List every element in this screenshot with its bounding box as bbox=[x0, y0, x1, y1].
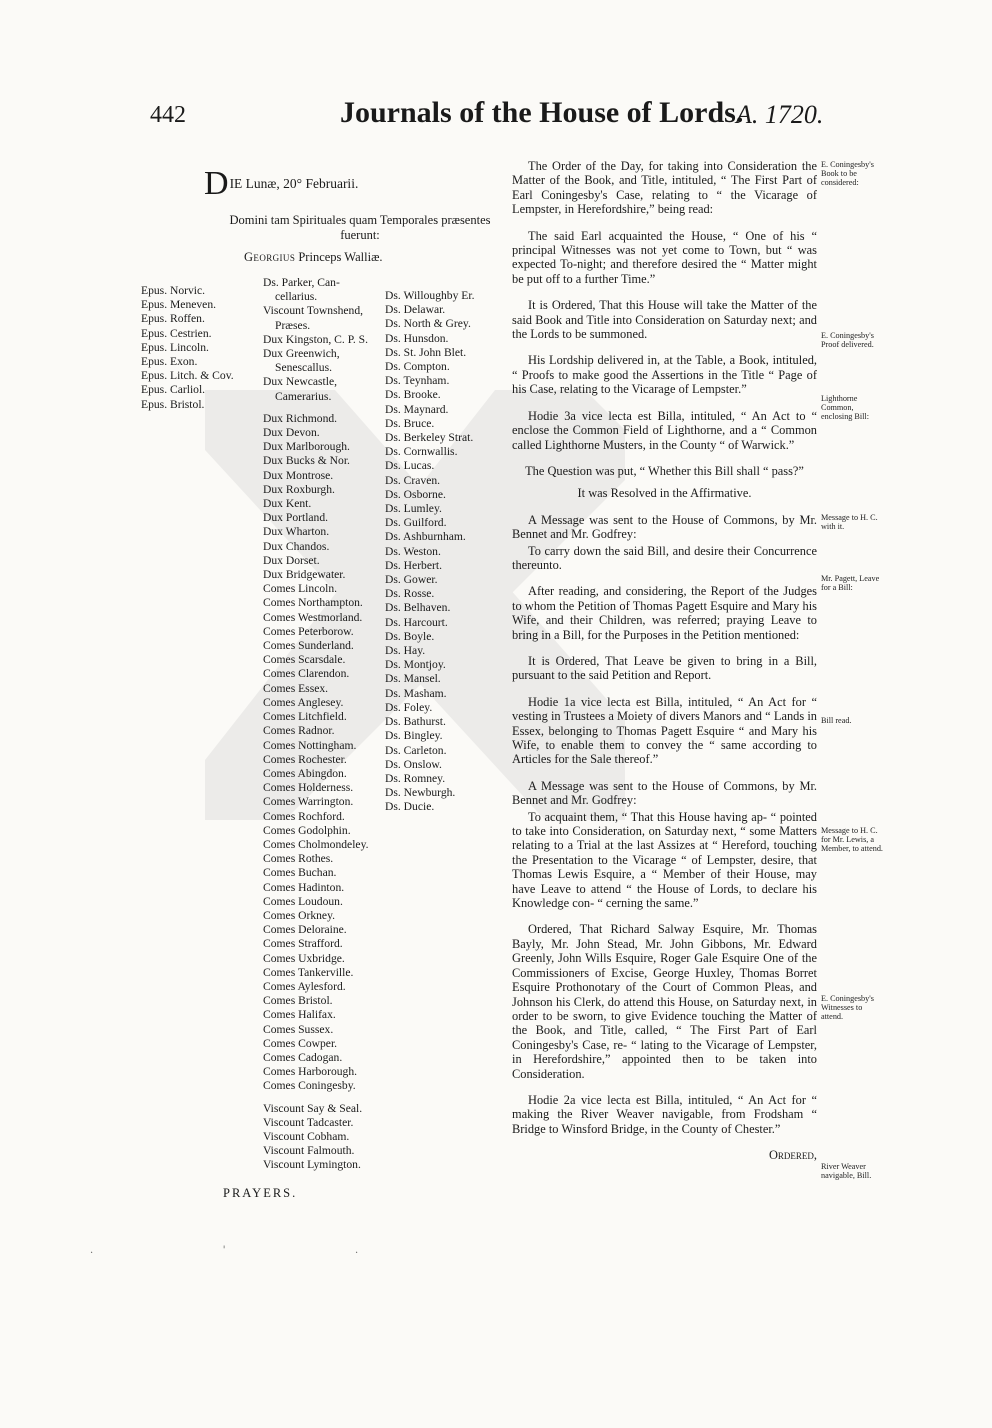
attendee-name: Comes Radnor. bbox=[263, 724, 335, 738]
attendee-name: Ds. Lumley. bbox=[385, 502, 442, 516]
temporal-lords-column bbox=[263, 276, 369, 1173]
attendee-name: Ds. Rosse. bbox=[385, 587, 435, 601]
attendee-office: Camerarius. bbox=[275, 389, 332, 403]
attendee-name: Dux Chandos. bbox=[263, 539, 330, 553]
attendee-name: Ds. Mansel. bbox=[385, 672, 441, 686]
attendee-name: Ds. Brooke. bbox=[385, 388, 441, 402]
margin-note: E. Coningesby's Witnesses to attend. bbox=[821, 994, 874, 1021]
attendee-name: Comes Deloraine. bbox=[263, 923, 347, 937]
attendee-name: Comes Rothes. bbox=[263, 852, 334, 866]
attendee-name: Epus. Cestrien. bbox=[141, 326, 212, 340]
attendee-name: Ds. Ducie. bbox=[385, 800, 435, 814]
attendee-name: Epus. Carliol. bbox=[141, 383, 206, 397]
year-label: A. 1720. bbox=[736, 100, 824, 129]
attendee-name: Comes Loudoun. bbox=[263, 894, 343, 908]
attendee-name: Comes Peterborow. bbox=[263, 624, 354, 638]
attendee-name: Comes Lincoln. bbox=[263, 582, 338, 596]
attendee-name: Ds. Onslow. bbox=[385, 757, 442, 771]
attendee-name: Comes Litchfield. bbox=[263, 710, 347, 724]
attendee-name: Comes Godolphin. bbox=[263, 823, 351, 837]
attendee-name: Comes Cholmondeley. bbox=[263, 837, 369, 851]
attendee-name: Comes Halifax. bbox=[263, 1008, 336, 1022]
attendee-name: Ds. Willoughby Er. bbox=[385, 289, 475, 302]
attendee-name: Comes Anglesey. bbox=[263, 695, 344, 709]
prince-of-wales-line bbox=[244, 250, 383, 265]
attendee-name: Epus. Exon. bbox=[141, 355, 198, 369]
attendee-name: Epus. Meneven. bbox=[141, 298, 217, 312]
attendee-name: Ds. Montjoy. bbox=[385, 658, 446, 672]
journal-title: Journals of the House of Lords. bbox=[340, 96, 744, 129]
margin-note: Message to H. C. for Mr. Lewis, a Member, to attend. bbox=[821, 826, 883, 853]
attendee-name: Epus. Litch. & Cov. bbox=[141, 369, 234, 383]
attendee-name: Comes Aylesford. bbox=[263, 979, 346, 993]
attendee-name: Ds. Hay. bbox=[385, 644, 426, 658]
attendee-name: Ds. Harcourt. bbox=[385, 615, 448, 629]
attendee-name: Epus. Bristol. bbox=[141, 397, 205, 411]
attendee-name: Ds. Cornwallis. bbox=[385, 445, 458, 459]
attendee-name: Ds. Maynard. bbox=[385, 402, 449, 416]
attendee-name: Dux Kent. bbox=[263, 497, 312, 511]
attendee-name: Comes Northampton. bbox=[263, 596, 363, 610]
attendee-name: Comes Essex. bbox=[263, 681, 329, 695]
attendee-name: Dux Devon. bbox=[263, 426, 320, 440]
attendee-name: Comes Holderness. bbox=[263, 781, 354, 795]
attendee-name: Comes Buchan. bbox=[263, 866, 337, 880]
entry-order-of-day: The Order of the Day, for taking into Consideration the Matter of the Book, and Title, intituled, “ The First Part of Earl Coningesby's Case, relating to “ the Vicarage of Lempster, in Herefordshire,” being read: bbox=[512, 159, 817, 217]
prayers-heading: PRAYERS. bbox=[223, 1186, 298, 1200]
earls-list bbox=[263, 582, 369, 1093]
attendee-name: Ds. North & Grey. bbox=[385, 317, 471, 331]
attendee-office: Senescallus. bbox=[275, 361, 332, 375]
attendee-name: Dux Kingston, C. P. S. bbox=[263, 332, 369, 346]
attendee-name: Ds. Bruce. bbox=[385, 416, 435, 430]
catchword: Ordered, bbox=[768, 1148, 817, 1163]
attendee-name: Ds. Newburgh. bbox=[385, 786, 456, 800]
viscounts-list bbox=[263, 1102, 369, 1173]
attendee-name: Comes Rochester. bbox=[263, 752, 347, 766]
attendee-name: Epus. Roffen. bbox=[141, 312, 205, 326]
attendee-name: Comes Bristol. bbox=[263, 994, 333, 1008]
attendee-name: Comes Orkney. bbox=[263, 908, 336, 922]
attendee-name: Ds. Osborne. bbox=[385, 487, 446, 501]
entry-lighthorne-bill: Hodie 3a vice lecta est Billa, intituled, “ An Act to “ enclose the Common Field of Lighthorne, and a “ Common called Lighthorne Musters, in the County “ of Warwick.” bbox=[512, 408, 817, 452]
entry-earl-acquainted: The said Earl acquainted the House, “ One of his “ principal Witnesses was not yet come to Town, but “ was expected To-night; and therefore desired the “ Matter might be put off to a further Time.” bbox=[512, 228, 817, 286]
paper-specks: . ' . bbox=[90, 1245, 389, 1256]
attendee-name: Comes Scarsdale. bbox=[263, 653, 346, 667]
attendee-name: Ds. Gower. bbox=[385, 573, 438, 587]
attendee-name: Dux Richmond. bbox=[263, 411, 338, 425]
sitting-date-text: IE Lunæ, 20° Februarii. bbox=[229, 176, 359, 191]
attendee-name: Ds. Parker, Can- bbox=[263, 276, 340, 289]
attendee-name: Ds. Herbert. bbox=[385, 558, 442, 572]
attendee-name: Viscount Cobham. bbox=[263, 1129, 350, 1143]
dukes-list bbox=[263, 412, 369, 582]
attendee-name: Viscount Falmouth. bbox=[263, 1144, 355, 1158]
attendee-name: Comes Sunderland. bbox=[263, 639, 354, 653]
attendee-name: Ds. Bathurst. bbox=[385, 715, 446, 729]
entry-message-commons-2: A Message was sent to the House of Commons, by Mr. Bennet and Mr. Godfrey: bbox=[512, 778, 817, 808]
attendee-name: Comes Cadogan. bbox=[263, 1050, 343, 1064]
entry-carry-down: To carry down the said Bill, and desire their Concurrence thereunto. bbox=[512, 543, 817, 572]
proceedings-column bbox=[512, 159, 817, 1163]
attendee-name: Comes Coningesby. bbox=[263, 1079, 356, 1093]
entry-weaver-bill: Hodie 2a vice lecta est Billa, intituled, “ An Act for “ making the River Weaver navigable, from Frodsham “ Bridge to Winsford Bridge, in the County of Chester.” bbox=[512, 1092, 817, 1136]
margin-note: E. Coningesby's Proof delivered. bbox=[821, 331, 874, 349]
attendee-name: Ds. Delawar. bbox=[385, 303, 446, 317]
attendee-office: cellarius. bbox=[275, 290, 318, 304]
attendee-name: Dux Greenwich, bbox=[263, 347, 340, 361]
barons-column bbox=[385, 289, 475, 815]
entry-leave-given: It is Ordered, That Leave be given to bring in a Bill, pursuant to the said Petition and Report. bbox=[512, 653, 817, 683]
attendee-name: Dux Newcastle, bbox=[263, 375, 338, 389]
attendee-name: Comes Westmorland. bbox=[263, 610, 363, 624]
attendee-name: Viscount Townshend, bbox=[263, 304, 364, 318]
attendee-name: Dux Bucks & Nor. bbox=[263, 454, 350, 468]
attendee-name: Comes Hadinton. bbox=[263, 880, 345, 894]
attendee-name: Comes Strafford. bbox=[263, 937, 343, 951]
attendee-name: Ds. Romney. bbox=[385, 771, 446, 785]
attendee-name: Comes Nottingham. bbox=[263, 738, 357, 752]
attendee-name: Ds. Guilford. bbox=[385, 516, 447, 530]
attendee-name: Comes Warrington. bbox=[263, 795, 354, 809]
attendee-name: Ds. Lucas. bbox=[385, 459, 435, 473]
attendee-name: Ds. Berkeley Strat. bbox=[385, 431, 474, 445]
attendee-name: Comes Sussex. bbox=[263, 1022, 334, 1036]
attendee-name: Dux Dorset. bbox=[263, 553, 320, 567]
entry-essex-bill: Hodie 1a vice lecta est Billa, intituled, “ An Act for “ vesting in Trustees a Moiety of divers Manors and “ Lands in Essex, belonging to Thomas Pagett Esquire “ and Mary his Wife, to enable them to convey the “ same according to Articles for the Sale thereof.” bbox=[512, 694, 817, 767]
prince-title: Princeps Walliæ. bbox=[295, 250, 383, 264]
attendee-name: Viscount Say & Seal. bbox=[263, 1101, 363, 1115]
entry-acquaint-them: To acquaint them, “ That this House having ap- “ pointed to take into Consideration, on Saturday next, “ some Matters relating to a Trial at the last Assizes at “ Hereford, touching the Presentation to the Vicarage “ of Lempster, desire, that Thomas Lewis Esquire, a “ Member of their House, may have Leave to attend “ the House of Lords, to declare his Knowledge con- “ cerning the same.” bbox=[512, 809, 817, 911]
attendee-name: Comes Abingdon. bbox=[263, 766, 347, 780]
attendee-name: Ds. Teynham. bbox=[385, 374, 450, 388]
margin-note: Bill read. bbox=[821, 716, 852, 725]
margin-note: River Weaver navigable, Bill. bbox=[821, 1162, 872, 1180]
attendee-name: Ds. Compton. bbox=[385, 360, 450, 374]
attendee-name: Ds. Craven. bbox=[385, 473, 441, 487]
attendee-name: Ds. Hunsdon. bbox=[385, 331, 449, 345]
attendee-name: Comes Clarendon. bbox=[263, 667, 350, 681]
attendee-name: Ds. St. John Blet. bbox=[385, 345, 467, 359]
attendee-name: Ds. Bingley. bbox=[385, 729, 443, 743]
attendee-name: Viscount Tadcaster. bbox=[263, 1115, 354, 1129]
attendee-name: Ds. Masham. bbox=[385, 686, 447, 700]
prince-name: Georgius bbox=[244, 250, 296, 264]
attendee-name: Ds. Belhaven. bbox=[385, 601, 451, 615]
attendee-name: Comes Rochford. bbox=[263, 809, 345, 823]
attendee-name: Comes Cowper. bbox=[263, 1036, 338, 1050]
attendee-office: Præses. bbox=[275, 318, 311, 332]
entry-pagett-report: After reading, and considering, the Report of the Judges to whom the Petition of Thomas Pagett Esquire and Mary his Wife, and their Children, was referred; praying Leave to bring in a Bill, for the Purposes in the Petition mentioned: bbox=[512, 584, 817, 642]
margin-note: E. Coningesby's Book to be considered: bbox=[821, 160, 874, 187]
attendee-name: Comes Tankerville. bbox=[263, 965, 354, 979]
entry-question-put: The Question was put, “ Whether this Bill shall “ pass?” bbox=[525, 463, 804, 478]
attendee-name: Dux Roxburgh. bbox=[263, 482, 335, 496]
attendee-name: Ds. Boyle. bbox=[385, 629, 435, 643]
attendee-name: Dux Portland. bbox=[263, 511, 329, 525]
attendee-name: Comes Uxbridge. bbox=[263, 951, 345, 965]
running-header bbox=[0, 94, 992, 134]
attendee-name: Dux Montrose. bbox=[263, 468, 334, 482]
attendee-name: Ds. Carleton. bbox=[385, 743, 447, 757]
entry-ordered-saturday: It is Ordered, That this House will take the Matter of the said Book and Title into Consideration on Saturday next; and the Lords to be summoned. bbox=[512, 298, 817, 342]
drop-cap: D bbox=[204, 165, 229, 202]
attendee-name: Epus. Norvic. bbox=[141, 284, 206, 297]
bishops-column bbox=[141, 284, 234, 412]
margin-note: Mr. Pagett, Leave for a Bill: bbox=[821, 574, 880, 592]
attendee-name: Dux Marlborough. bbox=[263, 440, 350, 454]
entry-resolved: It was Resolved in the Affirmative. bbox=[577, 486, 752, 501]
attendee-name: Dux Wharton. bbox=[263, 525, 330, 539]
entry-proofs-delivered: His Lordship delivered in, at the Table, a Book, intituled, “ Proofs to make good the Assertions in the Title “ Page of his Case, relating to the Vicarage of Lempster.” bbox=[512, 353, 817, 397]
attendee-name: Ds. Ashburnham. bbox=[385, 530, 466, 544]
margin-note: Lighthorne Common, enclosing Bill: bbox=[821, 394, 869, 421]
entry-witnesses-ordered: Ordered, That Richard Salway Esquire, Mr. Thomas Bayly, Mr. John Stead, Mr. John Gibbons, Mr. Edward Greenly, John Wills Esquire, Roger Gale Esquire One of the Commissioners of Excise, George Huxley, Thomas Borret Esquire Prothonotary of the Court of Common Pleas, and Johnson his Clerk, do attend this House, on Saturday next, in order to be sworn, to give Evidence touching the Matter of the Book, and Title, called, “ The First Part of Earl Coningesby's Case, re- “ lating to the Vicarage of Lempster, in Herefordshire,” appointed then to be taken into Consideration. bbox=[512, 922, 817, 1081]
attendee-name: Epus. Lincoln. bbox=[141, 340, 209, 354]
entry-message-commons: A Message was sent to the House of Commons, by Mr. Bennet and Mr. Godfrey: bbox=[512, 512, 817, 542]
attendance-heading: Domini tam Spirituales quam Temporales præsentes fuerunt: bbox=[229, 213, 491, 242]
attendee-name: Viscount Lymington. bbox=[263, 1158, 361, 1172]
attendee-name: Comes Harborough. bbox=[263, 1065, 358, 1079]
attendee-name: Ds. Weston. bbox=[385, 544, 441, 558]
attendee-name: Ds. Foley. bbox=[385, 700, 433, 714]
sitting-date bbox=[204, 165, 358, 203]
page-number: 442 bbox=[150, 102, 186, 128]
attendee-name: Dux Bridgewater. bbox=[263, 568, 346, 582]
margin-note: Message to H. C. with it. bbox=[821, 513, 878, 531]
